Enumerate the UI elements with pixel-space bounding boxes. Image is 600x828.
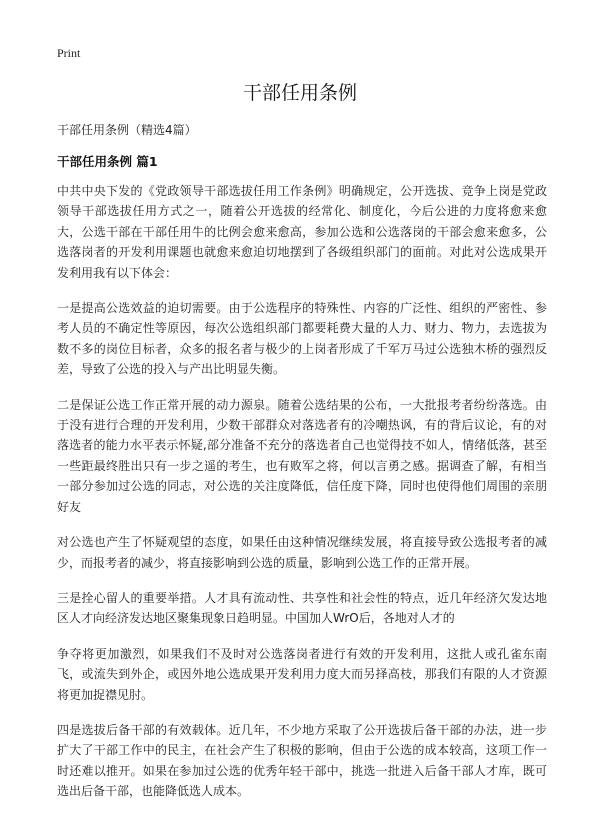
paragraph: 一是提高公选效益的迫切需要。由于公选程序的特殊性、内容的广泛性、组织的严密性、参考人员的不确定性等原因，每次公选组织部门都要耗费大量的人力、财力、物力，去选拔为数不多的岗位目标者，众多的报名者与极少的上岗者形成了千军万马过公选独木桥的强烈反差，导致了公选的投入与产出比明显失衡。 bbox=[57, 301, 547, 377]
paragraph: 二是保证公选工作正常开展的动力源泉。随着公选结果的公布，一大批报考者纷纷落选。由于没有进行合理的开发利用，少数干部群众对落选者有的冷嘲热讽，有的背后议论，有的对落选者的能力水平表示怀疑,部分准备不充分的落选者自己也觉得技不如人，情绪低落，甚至一些距最终胜出只有一步之遥的考生，也有败军之将，何以言勇之感。据调查了解，有相当一部分参加过公选的同志，对公选的关注度降低，信任度下降，同时也使得他们周围的亲朋好友 bbox=[57, 397, 547, 514]
paragraph: 争夺将更加激烈，如果我们不及时对公选落岗者进行有效的开发利用，这批人或孔雀东南飞，或流失到外企，或因外地公选成果开发利用力度大而另择高枝，那我们有限的人才资源将更加捉襟见肘。 bbox=[57, 646, 547, 702]
article-body bbox=[57, 181, 547, 817]
paragraph: 中共中央下发的《党政领导干部选拔任用工作条例》明确规定，公开选拔、竞争上岗是党政领导干部选拔任用方式之一，随着公开选拔的经常化、制度化，今后公进的力度将愈来愈大，公选干部在干部任用牛的比例会愈来愈高，参加公选和公选落岗的干部会愈来愈多，公选落岗者的开发利用课题也就愈来愈迫切地摆到了各级组织部门的面前。对此对公选成果开发利用我有以下体会： bbox=[57, 184, 547, 280]
print-link[interactable]: Print bbox=[57, 46, 81, 60]
paragraph: 三是拴心留人的重要举措。人才具有流动性、共享性和社会性的特点，近几年经济欠发达地区人才向经济发达地区聚集现象日趋明显。中国加人WrO后，各地对人才的 bbox=[57, 590, 547, 626]
section-heading: 干部任用条例 篇1 bbox=[57, 154, 158, 169]
paragraph: 对公选也产生了怀疑观望的态度，如果任由这种情况继续发展，将直接导致公选报考者的减少，而报考者的减少，将直接影响到公选的质量，影响到公选工作的正常开展。 bbox=[57, 535, 547, 570]
page-title: 干部任用条例 bbox=[242, 82, 357, 104]
document-subtitle: 干部任用条例（精选4篇） bbox=[57, 123, 197, 137]
paragraph: 四是选拔后备干部的有效载体。近几年，不少地方采取了公开选拔后备干部的办法，进一步扩大了干部工作中的民主，在社会产生了积极的影响，但由于公选的成本较高，这项工作一时还难以推开。如果在参加过公选的优秀年轻干部中，挑选一批进入后备干部人才库，既可选出后备干部，也能降低选人成本。 bbox=[57, 722, 547, 799]
